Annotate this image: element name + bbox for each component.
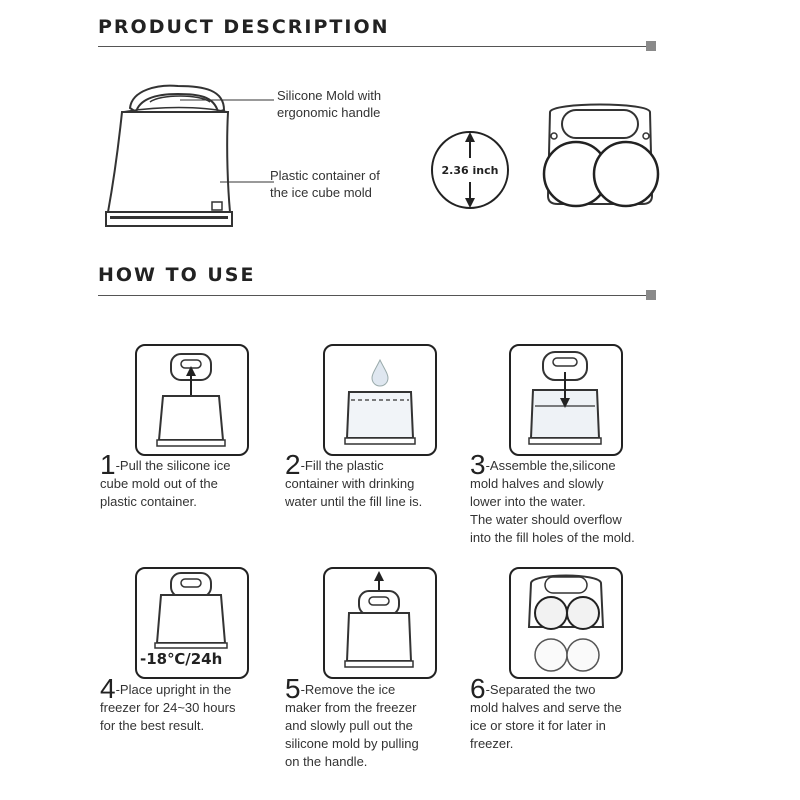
step-text-line: mold halves and serve the	[470, 700, 622, 715]
step-text-line: container with drinking	[285, 476, 415, 491]
step-text-line: ice or store it for later in	[470, 718, 606, 733]
section-divider	[98, 295, 646, 296]
step-6-caption	[470, 673, 695, 753]
step-number: 3	[470, 449, 486, 480]
callout-mold-line: Silicone Mold with	[277, 88, 382, 103]
step-text-line: into the fill holes of the mold.	[470, 530, 635, 545]
step-2-caption	[285, 449, 470, 511]
step-text-line: The water should overflow	[470, 512, 622, 527]
step-number: 4	[100, 673, 116, 704]
step-text-line: for the best result.	[100, 718, 205, 733]
step-text-line: -Remove the ice	[300, 682, 396, 697]
step-number: 5	[285, 673, 301, 704]
step-1-caption	[100, 449, 280, 511]
product-description-title: PRODUCT DESCRIPTION	[98, 16, 390, 38]
step-text-line: -Place upright in the	[115, 682, 232, 697]
step-text-line: water until the fill line is.	[285, 494, 423, 509]
step-6-illustration	[509, 567, 623, 679]
dimension-label: 2.36 inch	[441, 164, 499, 177]
step-text-line: -Pull the silicone ice	[115, 458, 231, 473]
step-2-illustration	[323, 344, 437, 456]
step-5-illustration	[323, 567, 437, 679]
step-1-illustration	[135, 344, 249, 456]
step-3-illustration	[509, 344, 623, 456]
step-text-line: cube mold out of the	[100, 476, 218, 491]
divider-marker	[646, 41, 656, 51]
step-text-line: maker from the freezer	[285, 700, 417, 715]
step-4-caption	[100, 673, 285, 735]
step-text-line: lower into the water.	[470, 494, 586, 509]
step-text-line: mold halves and slowly	[470, 476, 604, 491]
step-number: 2	[285, 449, 301, 480]
step-number: 1	[100, 449, 116, 480]
callout-lines	[180, 90, 280, 200]
step-text-line: on the handle.	[285, 754, 368, 769]
step-text-line: and slowly pull out the	[285, 718, 413, 733]
temperature-label: -18℃/24h	[140, 650, 223, 668]
step-text-line: freezer.	[470, 736, 514, 751]
step-number: 6	[470, 673, 486, 704]
step-text-line: -Fill the plastic	[300, 458, 384, 473]
section-divider	[98, 46, 646, 47]
step-3-caption	[470, 449, 695, 547]
step-text-line: -Assemble the,silicone	[485, 458, 616, 473]
step-text-line: plastic container.	[100, 494, 197, 509]
step-5-caption	[285, 673, 470, 771]
callout-mold-line: ergonomic handle	[277, 105, 381, 120]
callout-mold	[277, 87, 381, 121]
step-text-line: silicone mold by pulling	[285, 736, 419, 751]
step-text-line: freezer for 24~30 hours	[100, 700, 236, 715]
how-to-use-title: HOW TO USE	[98, 264, 256, 286]
water-drop-icon	[372, 360, 388, 386]
callout-container-line: the ice cube mold	[270, 185, 372, 200]
divider-marker	[646, 290, 656, 300]
mold-front-view-drawing	[530, 96, 670, 208]
step-text-line: -Separated the two	[485, 682, 596, 697]
callout-container	[270, 167, 380, 201]
callout-container-line: Plastic container of	[270, 168, 380, 183]
